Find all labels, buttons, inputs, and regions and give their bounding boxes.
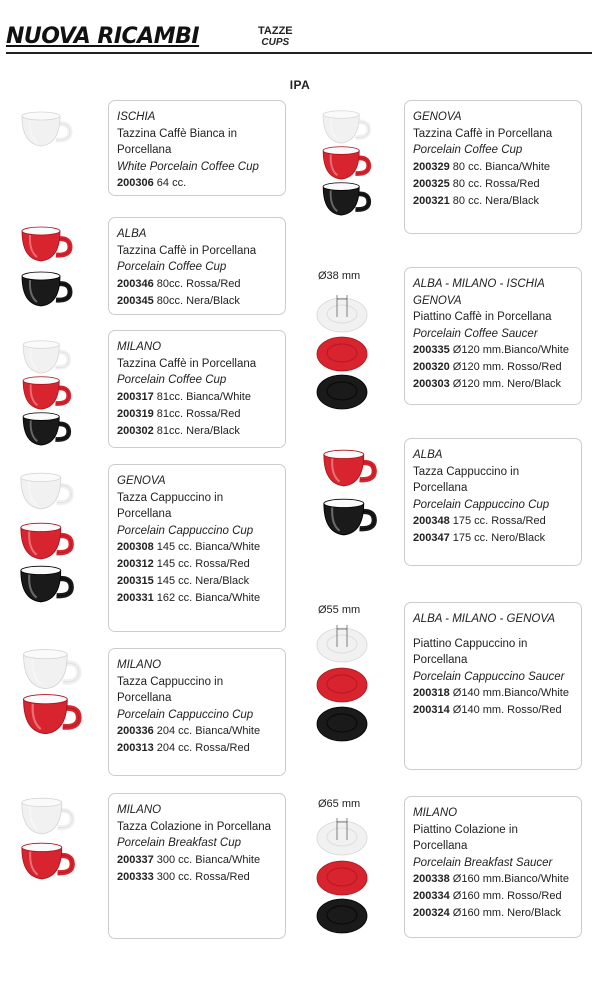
product-variant: 145 cc. Rossa/Red xyxy=(153,558,250,570)
product-name: MILANO xyxy=(117,659,162,671)
product-variant-row xyxy=(117,389,277,406)
product-description: Tazza Cappuccino in Porcellana xyxy=(117,675,224,704)
product-variant-row xyxy=(117,869,277,886)
product-code: 200347 xyxy=(413,532,450,544)
cup-image xyxy=(10,266,80,310)
product-card xyxy=(404,438,582,566)
product-name: GENOVA xyxy=(117,475,166,487)
category-en: CUPS xyxy=(261,37,290,48)
cup-image xyxy=(9,792,83,838)
saucer-image xyxy=(307,700,377,744)
product-code: 200321 xyxy=(413,194,450,207)
product-code: 200337 xyxy=(117,853,154,866)
product-variant-row xyxy=(117,740,277,757)
product-variant-row xyxy=(413,702,573,719)
product-name: MILANO xyxy=(117,804,162,816)
product-variant: 204 cc. Rossa/Red xyxy=(153,742,250,754)
product-variant-row xyxy=(413,888,573,905)
product-description: Tazzina Caffè in Porcellana xyxy=(117,244,257,257)
product-variant: Ø160 mm. Rosso/Red xyxy=(449,890,562,902)
product-code: 200331 xyxy=(117,592,154,604)
product-card xyxy=(404,100,582,234)
saucer-image xyxy=(307,661,377,705)
product-variant: 80 cc. Nera/Black xyxy=(449,194,539,207)
product-variant: 80 cc. Rossa/Red xyxy=(449,177,540,190)
product-code: 200318 xyxy=(413,687,450,699)
product-card xyxy=(108,464,286,632)
category-it: TAZZE xyxy=(258,25,293,37)
header-rule xyxy=(6,52,592,54)
cup-image xyxy=(8,560,82,606)
product-code: 200302 xyxy=(117,424,154,437)
product-code: 200348 xyxy=(413,515,450,527)
product-card xyxy=(108,217,286,315)
product-code: 200320 xyxy=(413,361,450,373)
product-description-en: Porcelain Cappuccino Cup xyxy=(117,708,254,721)
product-description-en: Porcelain Coffee Cup xyxy=(117,261,227,273)
saucer-image xyxy=(307,814,377,858)
product-variant-row xyxy=(117,590,277,607)
logo: NUOVA RICAMBI xyxy=(6,24,200,49)
product-description: Tazza Colazione in Porcellana xyxy=(117,820,272,833)
product-code: 200317 xyxy=(117,390,154,403)
product-variant: Ø160 mm. Nero/Black xyxy=(449,907,561,919)
product-variant: Ø160 mm.Bianco/White xyxy=(449,873,569,885)
product-name: ALBA xyxy=(413,449,443,461)
product-description: Tazza Cappuccino in Porcellana xyxy=(117,491,224,520)
product-code: 200338 xyxy=(413,873,450,885)
cup-image xyxy=(8,517,82,563)
product-code: 200303 xyxy=(413,378,450,390)
cup-image xyxy=(10,643,91,694)
product-variant: 81cc. Rossa/Red xyxy=(153,407,241,420)
product-name: ALBA - MILANO - GENOVA xyxy=(413,613,556,625)
product-name: ALBA xyxy=(117,228,147,240)
product-description: Tazzina Caffè in Porcellana xyxy=(413,127,553,140)
product-variant-row xyxy=(117,276,277,293)
product-variant-row xyxy=(413,905,573,922)
product-variant: 175 cc. Nero/Black xyxy=(449,532,546,544)
product-code: 200308 xyxy=(117,541,154,553)
product-code: 200336 xyxy=(117,725,154,737)
saucer-image xyxy=(307,892,377,936)
saucer-diameter-label: Ø38 mm xyxy=(318,270,361,282)
product-variant-row xyxy=(117,406,277,423)
product-code: 200334 xyxy=(413,890,450,902)
product-variant-row xyxy=(117,573,277,590)
cup-image xyxy=(311,444,385,490)
product-description: Piattino Cappuccino in Porcellana xyxy=(413,637,528,666)
product-card xyxy=(404,796,582,938)
product-description-en: Porcelain Coffee Cup xyxy=(413,144,523,156)
product-code: 200315 xyxy=(117,575,154,587)
product-variant-row xyxy=(413,685,573,702)
product-name: ISCHIA xyxy=(117,111,156,123)
product-code: 200335 xyxy=(413,344,450,356)
product-variant: 145 cc. Nera/Black xyxy=(153,575,250,587)
product-description: Piattino Colazione in Porcellana xyxy=(413,823,518,852)
product-description-en: Porcelain Coffee Saucer xyxy=(413,327,538,340)
product-code: 200333 xyxy=(117,870,154,883)
product-variant-row xyxy=(413,376,573,393)
product-variant: Ø140 mm.Bianco/White xyxy=(449,687,569,699)
product-card xyxy=(108,648,286,776)
product-variant-row xyxy=(413,513,573,530)
saucer-image xyxy=(307,368,377,412)
product-card xyxy=(108,330,286,448)
product-description: Tazza Cappuccino in Porcellana xyxy=(413,465,520,494)
product-name: MILANO xyxy=(413,807,458,819)
product-card xyxy=(404,267,582,405)
product-description-en: Porcelain Breakfast Cup xyxy=(117,837,242,849)
product-variant: 80 cc. Bianca/White xyxy=(449,160,550,173)
product-variant: 145 cc. Bianca/White xyxy=(153,541,261,553)
product-variant: 81cc. Bianca/White xyxy=(153,390,251,403)
product-variant-row xyxy=(117,556,277,573)
product-code: 200313 xyxy=(117,742,154,754)
product-variant: 204 cc. Bianca/White xyxy=(153,725,261,737)
product-name: GENOVA xyxy=(413,111,462,123)
product-description: Piattino Caffè in Porcellana xyxy=(413,311,552,323)
brand-title: IPA xyxy=(289,78,311,92)
product-variant: 162 cc. Bianca/White xyxy=(153,592,261,604)
product-variant-row xyxy=(413,342,573,359)
cup-image xyxy=(12,407,79,449)
product-variant: Ø120 mm. Nero/Black xyxy=(449,378,561,390)
product-variant-row xyxy=(117,852,277,869)
product-code: 200345 xyxy=(117,294,154,307)
product-description-en: Porcelain Cappuccino Cup xyxy=(117,524,254,537)
product-code: 200346 xyxy=(117,277,154,290)
product-card xyxy=(108,100,286,196)
saucer-image xyxy=(307,291,377,335)
product-card xyxy=(108,793,286,939)
product-variant: 300 cc. Bianca/White xyxy=(153,853,261,866)
product-card xyxy=(404,602,582,770)
product-variant-row xyxy=(117,539,277,556)
product-description-en: Porcelain Cappuccino Cup xyxy=(413,498,550,511)
product-code: 200319 xyxy=(117,407,154,420)
product-variant: 300 cc. Rossa/Red xyxy=(153,870,250,883)
product-variant-row xyxy=(413,159,573,176)
product-variant-row xyxy=(117,293,277,310)
product-variant-row xyxy=(117,723,277,740)
product-code: 200306 xyxy=(117,177,154,189)
product-description-en: White Porcelain Coffee Cup xyxy=(117,160,259,173)
product-variant: Ø120 mm. Rosso/Red xyxy=(449,361,562,373)
product-name: MILANO xyxy=(117,341,162,353)
saucer-image xyxy=(307,621,377,665)
product-variant-row xyxy=(413,871,573,888)
product-variant-row xyxy=(413,359,573,376)
cup-image xyxy=(312,177,379,219)
cup-image xyxy=(311,493,385,539)
product-code: 200312 xyxy=(117,558,154,570)
product-variant-row xyxy=(413,176,573,193)
product-variant: 81cc. Nera/Black xyxy=(153,424,240,437)
product-description-en: Porcelain Breakfast Saucer xyxy=(413,856,553,869)
product-description-en: Porcelain Cappuccino Saucer xyxy=(413,670,565,683)
category-title xyxy=(258,26,293,48)
saucer-diameter-label: Ø55 mm xyxy=(318,604,361,616)
product-code: 200314 xyxy=(413,704,450,716)
product-description-en: Porcelain Coffee Cup xyxy=(117,374,227,386)
cup-image xyxy=(10,106,80,150)
saucer-diameter-label: Ø65 mm xyxy=(318,798,361,810)
product-code: 200325 xyxy=(413,177,450,190)
product-code: 200329 xyxy=(413,160,450,173)
product-variant-row xyxy=(117,423,277,440)
cup-image xyxy=(8,467,82,513)
product-variant: Ø120 mm.Bianco/White xyxy=(449,344,569,356)
cup-image xyxy=(9,837,83,883)
product-description: Tazzina Caffè Bianca in Porcellana xyxy=(117,127,237,156)
product-variant-row xyxy=(413,193,573,210)
product-variant: 80cc. Rossa/Red xyxy=(153,277,241,290)
product-variant: 175 cc. Rossa/Red xyxy=(449,515,546,527)
product-variant: 80cc. Nera/Black xyxy=(153,294,240,307)
cup-image xyxy=(10,688,91,739)
product-name: ALBA - MILANO - ISCHIA GENOVA xyxy=(413,278,545,307)
product-description: Tazzina Caffè in Porcellana xyxy=(117,357,257,370)
cup-image xyxy=(10,221,80,265)
product-variant: 64 cc. xyxy=(153,177,187,189)
product-variant-row xyxy=(117,175,277,192)
product-variant: Ø140 mm. Rosso/Red xyxy=(449,704,562,716)
product-variant-row xyxy=(413,530,573,547)
product-code: 200324 xyxy=(413,907,450,919)
